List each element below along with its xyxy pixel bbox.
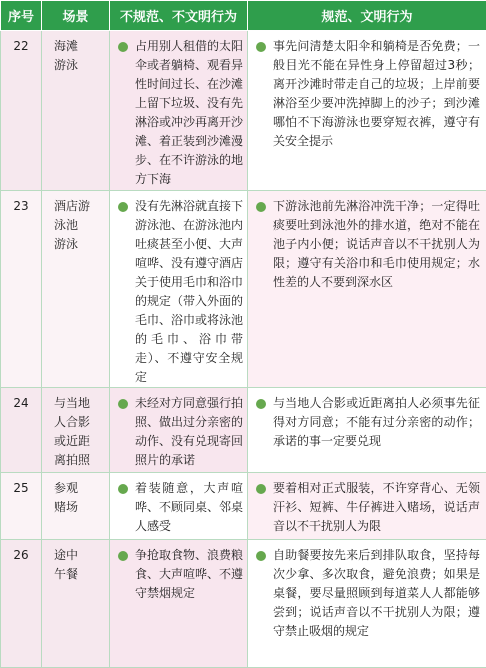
row-good-behavior: 事先问清楚太阳伞和躺椅是否免费；一般目光不能在异性身上停留超过3秒；离开沙滩时带走自己的垃圾；上岸前要淋浴至少要冲洗掉脚上的沙子；到沙滩哪怕不下海游泳也要穿短衣裤，遵守有关安全提示 — [273, 39, 480, 148]
header-bad: 不规范、不文明行为 — [110, 1, 248, 31]
row-scene: 途中 午餐 — [54, 548, 79, 581]
header-no: 序号 — [1, 1, 42, 31]
table-header-row — [1, 1, 486, 31]
table-row — [1, 191, 486, 388]
row-no: 22 — [1, 31, 42, 191]
bullet-icon — [118, 551, 128, 561]
table-row — [1, 388, 486, 473]
row-scene: 参观 赌场 — [54, 481, 79, 514]
row-no: 26 — [1, 540, 42, 668]
row-good-behavior: 自助餐要按先来后到排队取食，坚持每次少拿、多次取食，避免浪费；如果是桌餐，要尽量照顾到每道菜人人都能够尝到；说话声音以不干扰别人为限；遵守禁止吸烟的规定 — [273, 548, 480, 638]
bullet-icon — [256, 202, 266, 212]
bullet-icon — [118, 42, 128, 52]
row-bad-behavior: 着装随意，大声喧哗、不顾同桌、邻桌人感受 — [135, 481, 244, 533]
row-bad-behavior: 占用别人租借的太阳伞或者躺椅、观看异性时间过长、在沙滩上留下垃圾、没有先淋浴或冲沙再离开沙滩、着正装到沙滩漫步、在不许游泳的地方下海 — [135, 39, 244, 186]
row-scene: 与当地 人合影 或近距 离拍照 — [54, 396, 91, 467]
row-no: 25 — [1, 473, 42, 540]
row-scene: 海滩 游泳 — [54, 39, 79, 72]
row-bad-behavior: 争抢取食物、浪费粮食、大声喧哗、不遵守禁烟规定 — [135, 548, 244, 600]
row-good-behavior: 与当地人合影或近距离拍人必须事先征得对方同意；不能有过分亲密的动作；承诺的事一定要兑现 — [273, 396, 480, 448]
table-row — [1, 31, 486, 191]
header-scene: 场景 — [42, 1, 110, 31]
row-bad-behavior: 没有先淋浴就直接下游泳池、在游泳池内吐痰甚至小便、大声喧哗、没有遵守酒店关于使用毛巾和浴巾的规定（带入外面的毛巾、浴巾或将泳池的毛巾、浴巾带走）、不遵守安全规定 — [135, 199, 244, 384]
bullet-icon — [256, 42, 266, 52]
bullet-icon — [256, 551, 266, 561]
bullet-icon — [118, 399, 128, 409]
row-no: 24 — [1, 388, 42, 473]
row-scene: 酒店游 泳池 游泳 — [54, 199, 91, 251]
row-good-behavior: 要着相对正式服装，不许穿背心、无领汗衫、短裤、牛仔裤进入赌场，说话声音以不干扰别人为限 — [273, 481, 480, 533]
bullet-icon — [256, 484, 266, 494]
row-no: 23 — [1, 191, 42, 388]
row-bad-behavior: 未经对方同意强行拍照、做出过分亲密的动作、没有兑现寄回照片的承诺 — [135, 396, 244, 467]
table-row — [1, 540, 486, 668]
table-row — [1, 473, 486, 540]
header-good: 规范、文明行为 — [248, 1, 486, 31]
row-good-behavior: 下游泳池前先淋浴冲洗干净；一定得吐痰要吐到泳池外的排水道，绝对不能在池子内小便；说话声音以不干扰别人为限；遵守有关浴巾和毛巾使用规定；水性差的人不要到深水区 — [273, 199, 480, 289]
bullet-icon — [256, 399, 266, 409]
bullet-icon — [118, 484, 128, 494]
bullet-icon — [118, 202, 128, 212]
